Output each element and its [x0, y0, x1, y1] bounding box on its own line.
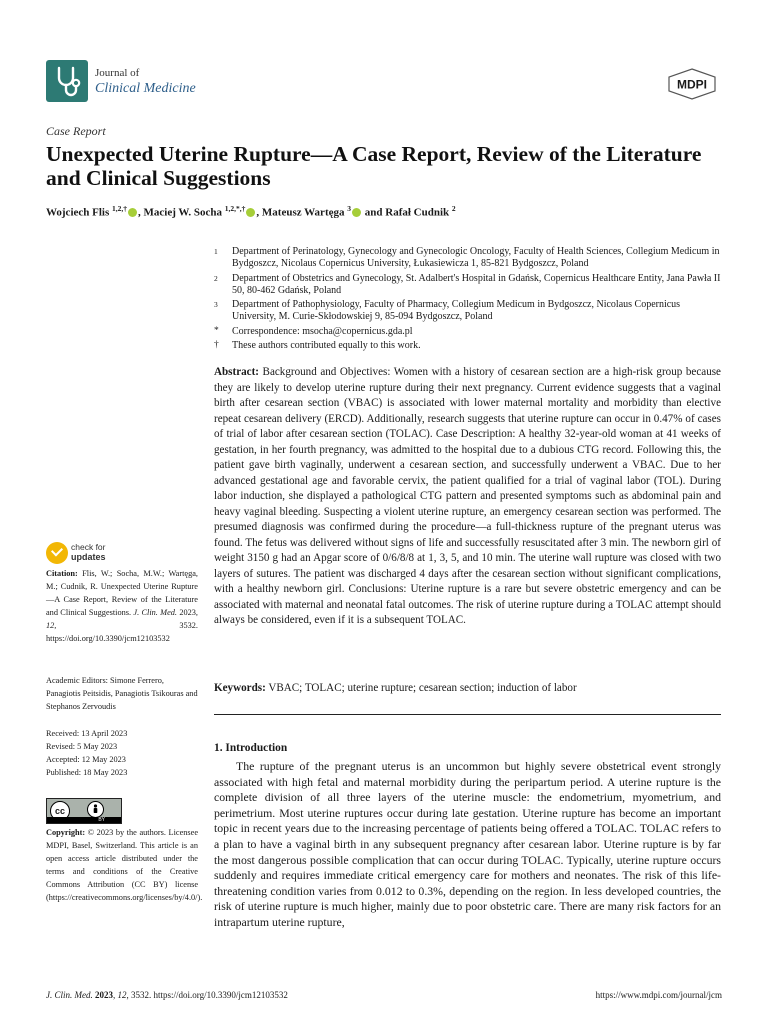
affiliation-mark: 1 [214, 247, 218, 256]
date-published: Published: 18 May 2023 [46, 768, 128, 777]
journal-name[interactable] [95, 66, 196, 96]
abstract [214, 365, 721, 629]
orcid-icon[interactable] [352, 208, 361, 217]
affiliation-text: Department of Perinatology, Gynecology and Gynecologic Oncology, Faculty of Health Sciences, Collegium Medicum in Bydgoszcz, Nicolaus Copernicus University, Łukasiewicza 1, 85-821 Bydgoszcz, Poland [232, 246, 720, 270]
publication-dates [46, 727, 198, 779]
keywords [214, 682, 721, 694]
author-name[interactable]: Maciej W. Socha [143, 206, 223, 219]
abstract-text: Background and Objectives: Women with a history of cesarean section are a high-risk group because they are likely to develop uterine rupture during their next pregnancy. Current evidence suggests that a vaginal birth after cesarean section (VBAC) is associated with lower maternal mortality and morbidity than elective repeat cesarean delivery (ERCD). Additionally, research suggests that uterine rupture can occur in 0.47% of cases of trial of labor after cesarean section (TOLAC). Case Description: A healthy 32-year-old woman at 41 weeks of gestation, in her fourth pregnancy, was admitted to the hospital due to a dubious CTG record. Following this, the patient gave birth vaginally, underwent a cesarean section, and successfully underwent a VBAC. Due to her advanced gestational age and favorable cervix, the patient qualified for a trial of vaginal labor (TOL). During labor induction, she displayed a pathological CTG pattern and presented symptoms such as abdominal pain and heavy vaginal bleeding. Suspecting a violent uterine rupture, an emergency cesarean section was performed. The presumed diagnosis was confirmed during the procedure—a full-thickness rupture of the pregnant uterus was found. The fetus was delivered without signs of life and successfully resuscitated after 3 min. The newborn girl of weight 3150 g had an Apgar score of 0/6/8/8 at 1, 3, 5, and 10 min. The uterine wall rupture was closed with two layers of sutures. The patient was discharged 4 days after the cesarean section without significant complications, with a healthy newborn girl. Conclusions: Uterine rupture is a rare but severe obstetric emergency and can be associated with maternal and neonatal fatal outcomes. The risk of uterine rupture during a TOLAC attempt should always be considered, even if it is a subsequent TOLAC. [214, 366, 721, 626]
affiliation-text: These authors contributed equally to this work. [232, 340, 421, 352]
affiliation-mark: 2 [214, 273, 218, 283]
footer-citation: J. Clin. Med. 2023, 12, 3532. https://doi.org/10.3390/jcm12103532 [46, 990, 288, 1000]
by-label: BY [47, 817, 121, 823]
date-revised: Revised: 5 May 2023 [46, 742, 118, 751]
author-separator: and [362, 206, 386, 219]
citation: Citation: Flis, W.; Socha, M.W.; Wartęga, M.; Cudnik, R. Unexpected Uterine Rupture—A Case Report, Review of the Literature and Clinical Suggestions. J. Clin. Med. 2023, 12, 3532. https://doi.org/10.3390/jcm12103532 [46, 569, 199, 643]
author-name[interactable]: Mateusz Wartęga [261, 206, 345, 219]
footer-doi[interactable]: , 3532. https://doi.org/10.3390/jcm12103532 [126, 990, 288, 1000]
affiliation-text: Correspondence: msocha@copernicus.gda.pl [232, 325, 413, 337]
author-affiliation-marks: 3 [347, 204, 351, 213]
check-line2: updates [71, 552, 106, 562]
check-icon [46, 542, 68, 564]
journal-name-line2: Clinical Medicine [95, 81, 196, 96]
citation-volume: 12 [46, 621, 55, 630]
affiliations [214, 246, 726, 354]
footer-journal: J. Clin. Med. [46, 990, 93, 1000]
article-title: Unexpected Uterine Rupture—A Case Report, Review of the Literature and Clinical Suggestions [46, 142, 702, 190]
citation-year: 2023 [179, 608, 196, 617]
orcid-icon[interactable] [246, 208, 255, 217]
author-separator: , [256, 206, 262, 219]
affiliation-item [214, 340, 726, 352]
affiliation-text: Department of Pathophysiology, Faculty of Pharmacy, Collegium Medicum in Bydgoszcz, Nicolaus Copernicus University, M. Curie-Skłodowskiej 9, 85-094 Bydgoszcz, Poland [232, 299, 681, 323]
publisher-name: MDPI [677, 77, 707, 92]
author-name[interactable]: Wojciech Flis [46, 206, 110, 219]
stethoscope-icon [46, 60, 88, 102]
affiliation-item [214, 246, 726, 271]
footer-volume: 12 [117, 990, 127, 1000]
article-type: Case Report [46, 124, 106, 138]
author-separator: , [138, 206, 144, 219]
mdpi-hexagon-icon [666, 68, 718, 100]
journal-logo [46, 60, 88, 102]
section-heading-introduction: 1. Introduction [214, 742, 288, 754]
affiliation-mark: * [214, 325, 219, 336]
check-line1: check for [71, 542, 106, 552]
affiliation-item [214, 299, 726, 324]
affiliation-text: Department of Obstetrics and Gynecology, St. Adalbert's Hospital in Gdańsk, Copernicus Healthcare Entity, Jana Pawła II 50, 80-462 Gdańsk, Poland [232, 272, 721, 296]
citation-text: Flis, W.; Socha, M.W.; Wartęga, M.; Cudnik, R. Unexpected Uterine Rupture—A Case Report, Review of the Literature and Clinical Suggestions. [46, 569, 199, 617]
cc-by-license-badge[interactable] [46, 798, 122, 824]
author-affiliation-marks: 1,2,*,† [224, 204, 246, 213]
affiliation-item [214, 326, 726, 338]
author-list [46, 204, 456, 219]
copyright-text: © 2023 by the authors. Licensee MDPI, Basel, Switzerland. This article is an open access article distributed under the terms and conditions of the Creative Commons Attribution (CC BY) license (https://creativecommons.org/licenses/by/4.0/). [46, 828, 203, 902]
academic-editors: Academic Editors: Simone Ferrero, Panagiotis Peitsidis, Panagiotis Tsikouras and Stephanos Zervoudis [46, 676, 198, 711]
footer-year: 2023 [95, 990, 113, 1000]
date-received: Received: 13 April 2023 [46, 729, 128, 738]
affiliation-mark: † [214, 340, 219, 351]
person-icon [87, 801, 104, 818]
affiliation-mark: 3 [214, 300, 218, 310]
cc-icon: cc [50, 801, 70, 821]
footer-journal-url[interactable]: https://www.mdpi.com/journal/jcm [595, 990, 722, 1000]
introduction-text: The rupture of the pregnant uterus is an uncommon but highly severe obstetrical event strongly associated with high fetal and maternal morbidity during the peripartum period. A uterine rupture is the complete division of all three layers of the uterine muscle: the endometrium, myometrium, and perimetrium. Most uterine ruptures occur during late gestation. Uterine rupture has become an important topic in recent years due to the increasing percentage of patients being offered a TOLAC. TOLAC refers to a plan to have a vaginal birth in any subsequent pregnancy after cesarean labor. Uterine rupture is by far the most dangerous possible complication that can occur during TOLAC. Typically, uterine rupture occurs suddenly and requires immediate critical emergency care for mothers and neonates. The risk of this life-threatening condition varies from 0.012 to 0.3%, depending on the region. In less developed countries, the risk of uterine rupture is much higher, mainly due to poor obstetric care. There are many risk factors for an intrapartum uterine rupture, [214, 759, 721, 929]
keywords-label: Keywords: [214, 682, 266, 694]
author-affiliation-marks: 1,2,† [112, 204, 127, 213]
citation-journal: J. Clin. Med. [133, 608, 177, 617]
citation-label: Citation: [46, 569, 78, 578]
affiliation-item [214, 273, 726, 298]
check-for-updates-button[interactable] [46, 541, 124, 565]
keywords-text: VBAC; TOLAC; uterine rupture; cesarean section; induction of labor [268, 682, 577, 694]
mdpi-logo[interactable] [666, 68, 718, 100]
copyright-label: Copyright: [46, 828, 86, 837]
journal-name-line1: Journal of [95, 67, 140, 79]
author-affiliation-marks: 2 [451, 204, 456, 213]
abstract-label: Abstract: [214, 366, 259, 378]
author-name[interactable]: Rafał Cudnik [385, 206, 450, 219]
section-divider [214, 714, 721, 715]
copyright [46, 826, 203, 904]
date-accepted: Accepted: 12 May 2023 [46, 755, 126, 764]
citation-tail[interactable]: 3532. https://doi.org/10.3390/jcm12103532 [46, 621, 198, 643]
orcid-icon[interactable] [128, 208, 137, 217]
